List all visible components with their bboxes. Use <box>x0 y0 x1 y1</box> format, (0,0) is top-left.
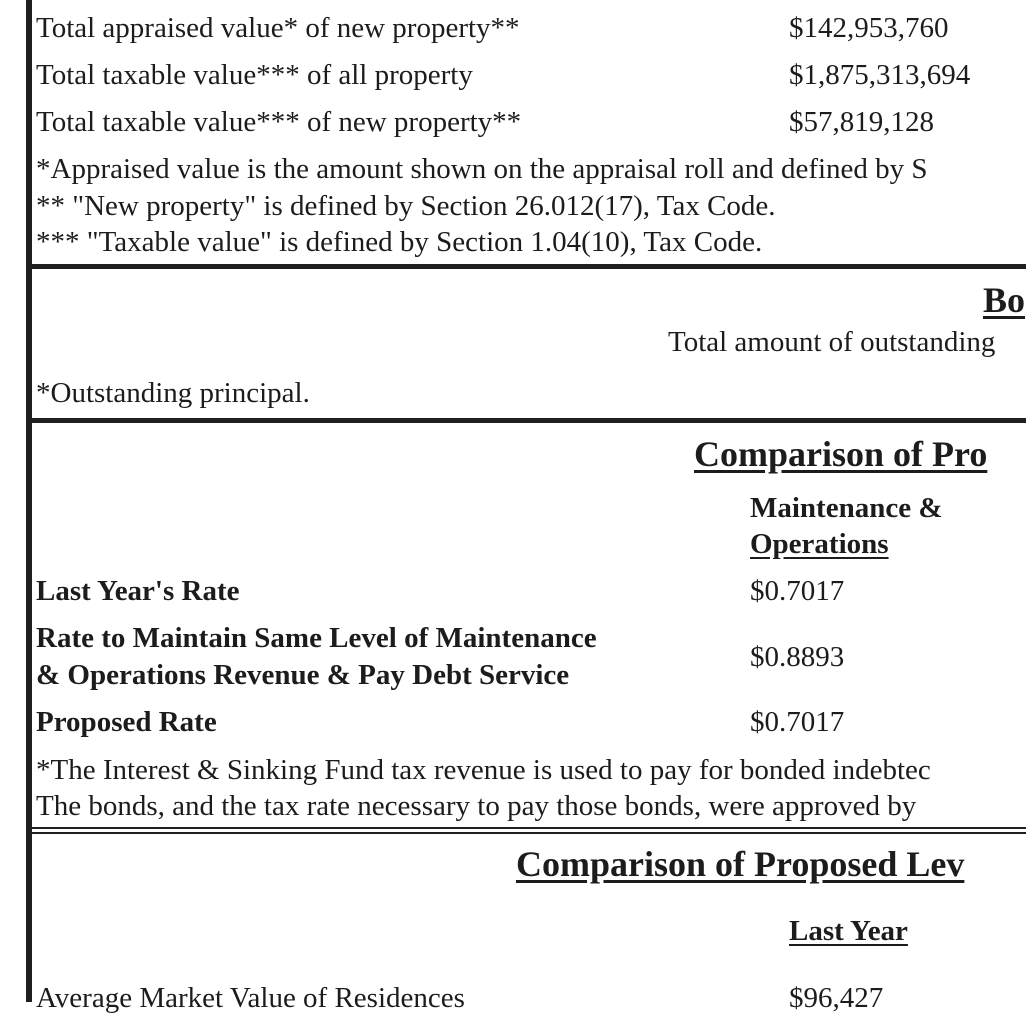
footnote: *Outstanding principal. <box>36 377 310 409</box>
row-value: $57,819,128 <box>789 106 934 138</box>
rate-row-label: Last Year's Rate <box>36 575 240 607</box>
section-divider <box>26 264 1026 269</box>
levy-row-label: Average Market Value of Residences <box>36 982 465 1014</box>
section-title: Comparison of Pro <box>694 434 988 474</box>
column-header: Operations <box>750 528 889 560</box>
column-header: Maintenance & <box>750 492 943 524</box>
footnote: *Appraised value is the amount shown on the appraisal roll and defined by S <box>36 153 928 185</box>
levy-row-value: $96,427 <box>789 982 884 1014</box>
section-divider <box>26 827 1026 829</box>
row-value: $142,953,760 <box>789 12 949 44</box>
rate-row-label: & Operations Revenue & Pay Debt Service <box>36 659 570 691</box>
section-title: Comparison of Proposed Lev <box>516 844 965 884</box>
row-label: Total appraised value* of new property** <box>36 12 520 44</box>
rate-row-value: $0.8893 <box>750 641 845 673</box>
footnote: ** "New property" is defined by Section 26.012(17), Tax Code. <box>36 190 776 222</box>
row-label: Total taxable value*** of new property** <box>36 106 522 138</box>
column-header: Last Year <box>789 915 908 947</box>
rate-row-label: Rate to Maintain Same Level of Maintenance <box>36 622 597 654</box>
section-divider <box>26 418 1026 423</box>
section-title: Bo <box>983 280 1026 320</box>
rate-row-value: $0.7017 <box>750 706 845 738</box>
rate-row-label: Proposed Rate <box>36 706 217 738</box>
rate-row-value: $0.7017 <box>750 575 845 607</box>
bond-total-line: Total amount of outstanding <box>668 326 996 358</box>
row-value: $1,875,313,694 <box>789 59 971 91</box>
footnote: *** "Taxable value" is defined by Section 1.04(10), Tax Code. <box>36 226 763 258</box>
footnote: *The Interest & Sinking Fund tax revenue is used to pay for bonded indebtec <box>36 754 931 786</box>
row-label: Total taxable value*** of all property <box>36 59 473 91</box>
left-border <box>26 0 32 1002</box>
footnote: The bonds, and the tax rate necessary to pay those bonds, were approved by <box>36 790 917 822</box>
section-divider <box>26 832 1026 834</box>
